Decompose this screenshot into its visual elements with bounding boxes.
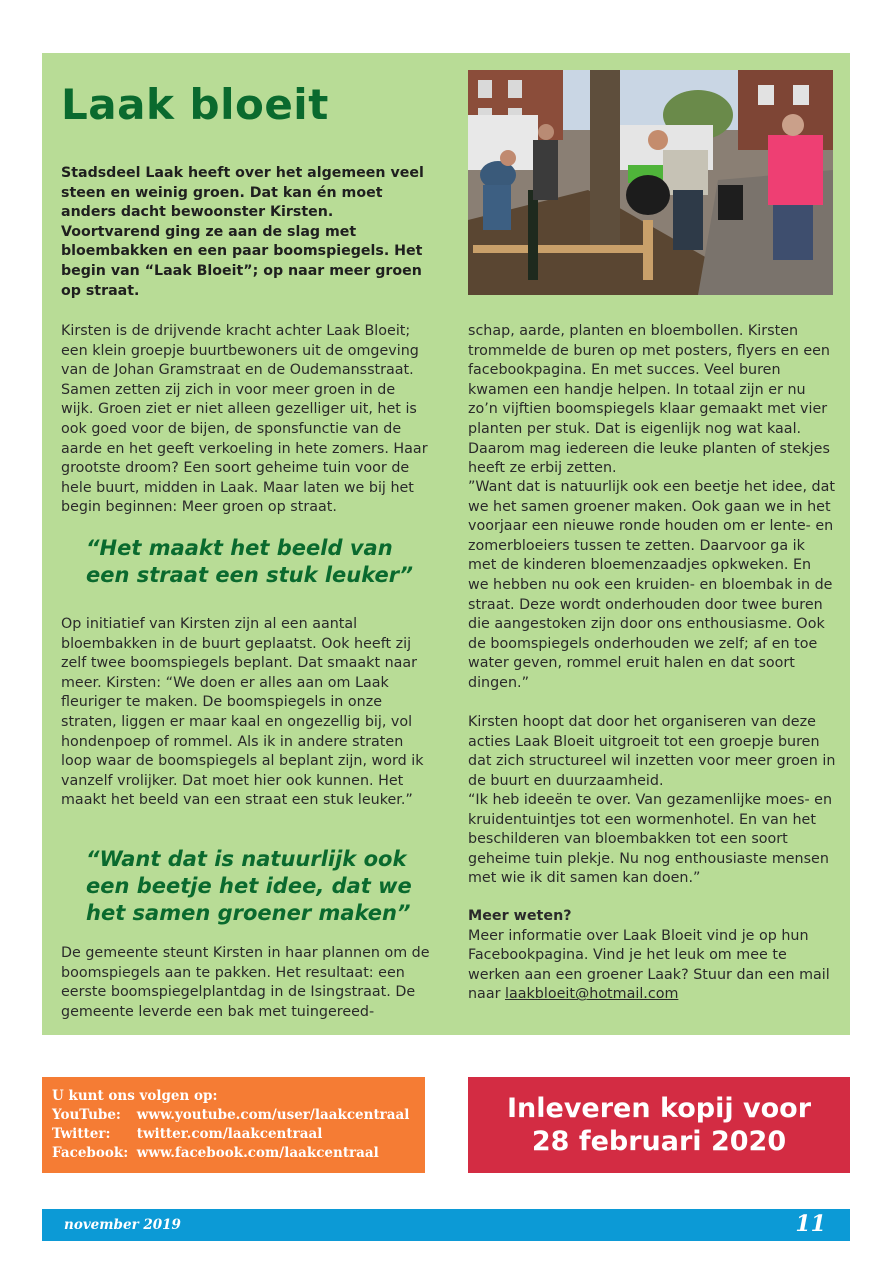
copy-deadline-box [468, 1077, 850, 1173]
pull-quote-1: “Het maakt het beeld van een straat een stuk leuker” [86, 536, 413, 587]
right-paragraph-3: Kirsten hoopt dat door het organiseren van deze acties Laak Bloeit uitgroeit tot een groepje buren dat zich structureel wil inzetten voor meer groen in de buurt en duurzaamheid. [468, 714, 836, 789]
follow-label: Facebook: [52, 1145, 129, 1161]
article-lead: Stadsdeel Laak heeft over het algemeen veel steen en weinig groen. Dat kan én moet anders dacht bewoonster Kirsten. Voortvarend ging ze aan de slag met bloembakken en een paar boomspiegels. Het begin van “Laak Bloeit”; op naar meer groen op straat. [61, 165, 424, 299]
twitter-link[interactable]: twitter.com/laakcentraal [136, 1126, 323, 1142]
right-paragraph-2: ”Want dat is natuurlijk ook een beetje het idee, dat we het samen groener maken. Ook gaan we in het voorjaar een nieuwe ronde houden om er lente- en zomerbloeiers tussen te zetten. Daarvoor ga ik met de kinderen bloemenzaadjes opkweken. En we hebben nu ook een kruiden- en bloembak in de straat. Deze wordt onderhouden door twee buren die aangestoken zijn door ons enthousiasme. Ook de boomspiegels onderhouden we zelf; af en toe water geven, rommel eruit halen en dat soort dingen.” [468, 479, 835, 691]
follow-us-box [42, 1077, 425, 1173]
article-title: Laak bloeit [61, 80, 329, 129]
footer-bar [42, 1209, 850, 1241]
deadline-line-2: 28 februari 2020 [531, 1126, 787, 1157]
follow-row-facebook [52, 1145, 379, 1161]
follow-label: Twitter: [52, 1126, 111, 1142]
more-info-text: Meer informatie over Laak Bloeit vind je op hun Facebookpagina. Vind je het leuk om mee te werken aan een groener Laak? Stuur dan een mail naar [468, 927, 830, 1003]
more-info-block [468, 907, 836, 1005]
youtube-link[interactable]: www.youtube.com/user/laakcentraal [136, 1107, 410, 1123]
follow-row-youtube [52, 1107, 409, 1123]
more-info-heading: Meer weten? [468, 908, 572, 924]
email-link[interactable]: laakbloeit@hotmail.com [505, 986, 679, 1003]
left-paragraph-1: Kirsten is de drijvende kracht achter Laak Bloeit; een klein groepje buurtbewoners uit de omgeving van de Johan Gramstraat en de Oudemansstraat. Samen zetten zij zich in voor meer groen in de wijk. Groen ziet er niet alleen gezelliger uit, het is ook goed voor de bijen, de sponsfunctie van de aarde en het geeft verkoeling in hete zomers. Haar grootste droom? Een soort geheime tuin voor de hele buurt, midden in Laak. Maar laten we bij het begin beginnen: Meer groen op straat. [61, 323, 428, 516]
left-paragraph-2: Op initiatief van Kirsten zijn al een aantal bloembakken in de buurt geplaatst. Ook heeft zij zelf twee boomspiegels beplant. Dat smaakt naar meer. Kirsten: “We doen er alles aan om Laak fleuriger te maken. De boomspiegels in onze straten, liggen er maar kaal en ongezellig bij, vol hondenpoep of rommel. Als ik in andere straten loop waar de boomspiegels al beplant zijn, word ik vanzelf vrolijker. Dat moet hier ook kunnen. Het maakt het beeld van een straat een stuk leuker.” [61, 616, 424, 809]
follow-row-twitter [52, 1126, 322, 1142]
pull-quote-2: “Want dat is natuurlijk ook een beetje het idee, dat we het samen groener maken” [86, 847, 412, 925]
facebook-link[interactable]: www.facebook.com/laakcentraal [136, 1145, 379, 1161]
follow-label: YouTube: [52, 1107, 121, 1123]
page-number: 11 [795, 1211, 826, 1237]
left-paragraph-3: De gemeente steunt Kirsten in haar plannen om de boomspiegels aan te pakken. Het resultaat: een eerste boomspiegelplantdag in de Isingstraat. De gemeente leverde een bak met tuingereed- [61, 945, 430, 1020]
follow-heading: U kunt ons volgen op: [52, 1088, 218, 1104]
right-paragraph-1: schap, aarde, planten en bloembollen. Kirsten trommelde de buren op met posters, flyers en een facebookpagina. En met succes. Veel buren kwamen een handje helpen. In totaal zijn er nu zo’n vijftien boomspiegels klaar gemaakt met vier planten per stuk. Dat is eigenlijk nog wat kaal. Daarom mag iedereen die leuke planten of stekjes heeft ze erbij zetten. [468, 323, 830, 477]
right-paragraph-4: “Ik heb ideeën te over. Van gezamenlijke moes- en kruidentuintjes tot een wormenhotel. En van het beschilderen van bloembakken tot een soort geheime tuin plekje. Nu nog enthousiaste mensen met wie ik dit samen kan doen.” [468, 792, 833, 887]
deadline-line-1: Inleveren kopij voor [506, 1093, 812, 1124]
article-photo [468, 70, 833, 295]
footer-date: november 2019 [64, 1217, 181, 1233]
